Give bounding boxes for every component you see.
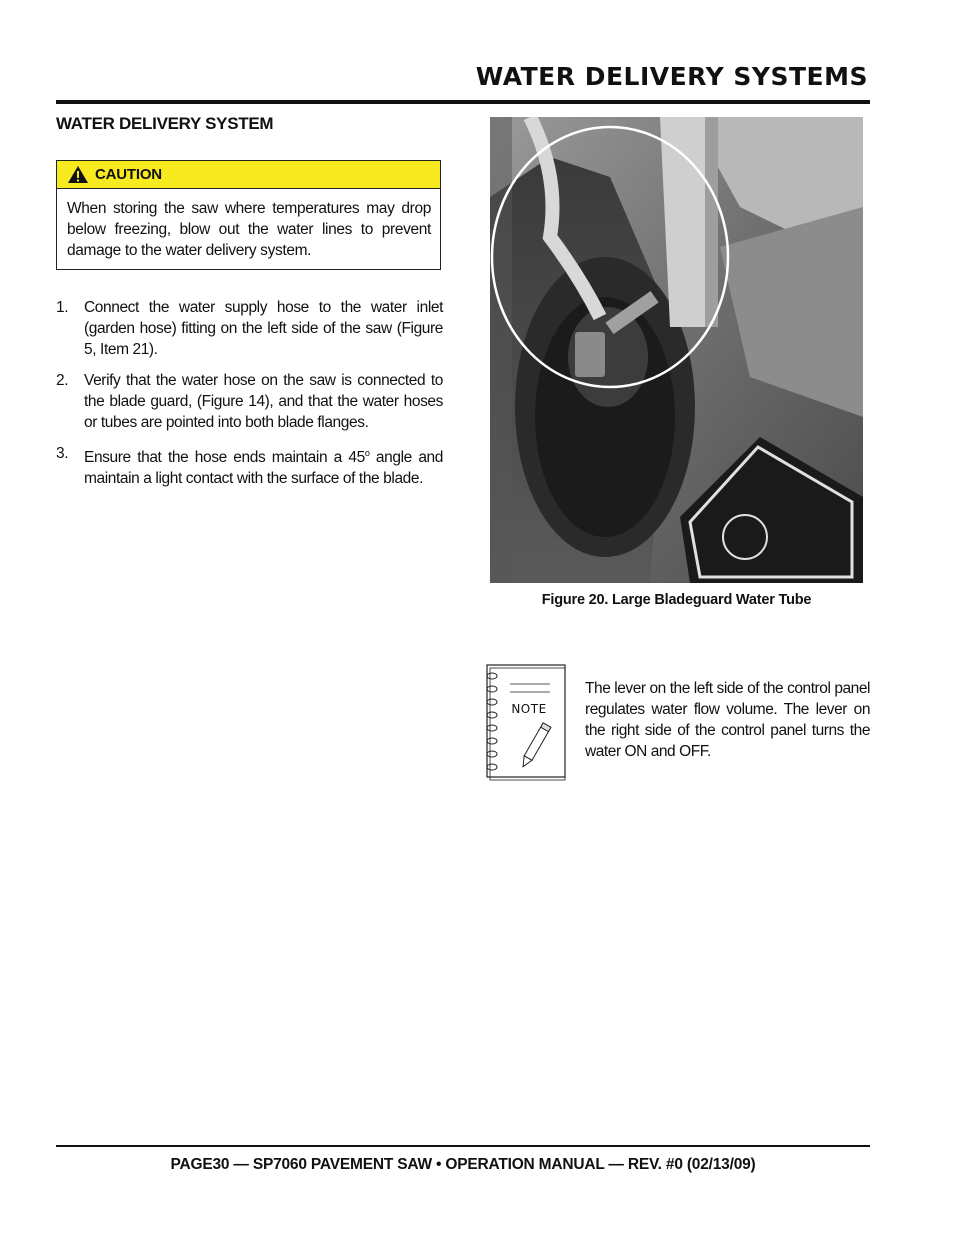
- warning-icon: [67, 165, 89, 184]
- list-item: [56, 297, 443, 360]
- note-icon: [480, 662, 570, 782]
- figure-caption: Figure 20. Large Bladeguard Water Tube: [541, 592, 812, 608]
- note-text: The lever on the left side of the control panel regulates water flow volume. The lever on the right side of the control panel turns the water ON and OFF.: [585, 680, 870, 760]
- step-number: 1.: [56, 299, 69, 316]
- section-heading: WATER DELIVERY SYSTEM: [56, 114, 274, 133]
- caution-header: [57, 161, 440, 189]
- step-number: 3.: [56, 445, 69, 462]
- list-item: [56, 370, 443, 433]
- caution-text: When storing the saw where temperatures may drop below freezing, blow out the water lines to prevent damage to the water delivery system.: [67, 200, 431, 259]
- step-text-part: Ensure that the hose ends maintain a 45: [84, 449, 365, 467]
- page-footer: PAGE30 — SP7060 PAVEMENT SAW • OPERATION MANUAL — REV. #0 (02/13/09): [170, 1156, 756, 1173]
- list-item: [56, 443, 443, 489]
- figure-photo: [490, 117, 863, 583]
- caution-box: [56, 160, 441, 270]
- caution-label: CAUTION: [95, 166, 162, 183]
- step-number: 2.: [56, 372, 69, 389]
- step-text: [84, 443, 443, 489]
- step-text-part: angle and maintain a light contact with the surface of the blade.: [84, 449, 443, 488]
- steps-list: [56, 297, 443, 499]
- header-divider: [56, 100, 870, 104]
- degree-symbol: o: [364, 448, 370, 458]
- note-icon-label: NOTE: [511, 702, 547, 716]
- footer-divider: [56, 1145, 870, 1147]
- step-text: Verify that the water hose on the saw is connected to the blade guard, (Figure 14), and that the water hoses or tubes are pointed into both blade flanges.: [84, 372, 443, 431]
- page-title: WATER DELIVERY SYSTEMS: [475, 62, 868, 91]
- step-text: Connect the water supply hose to the water inlet (garden hose) fitting on the left side of the saw (Figure 5, Item 21).: [84, 299, 443, 358]
